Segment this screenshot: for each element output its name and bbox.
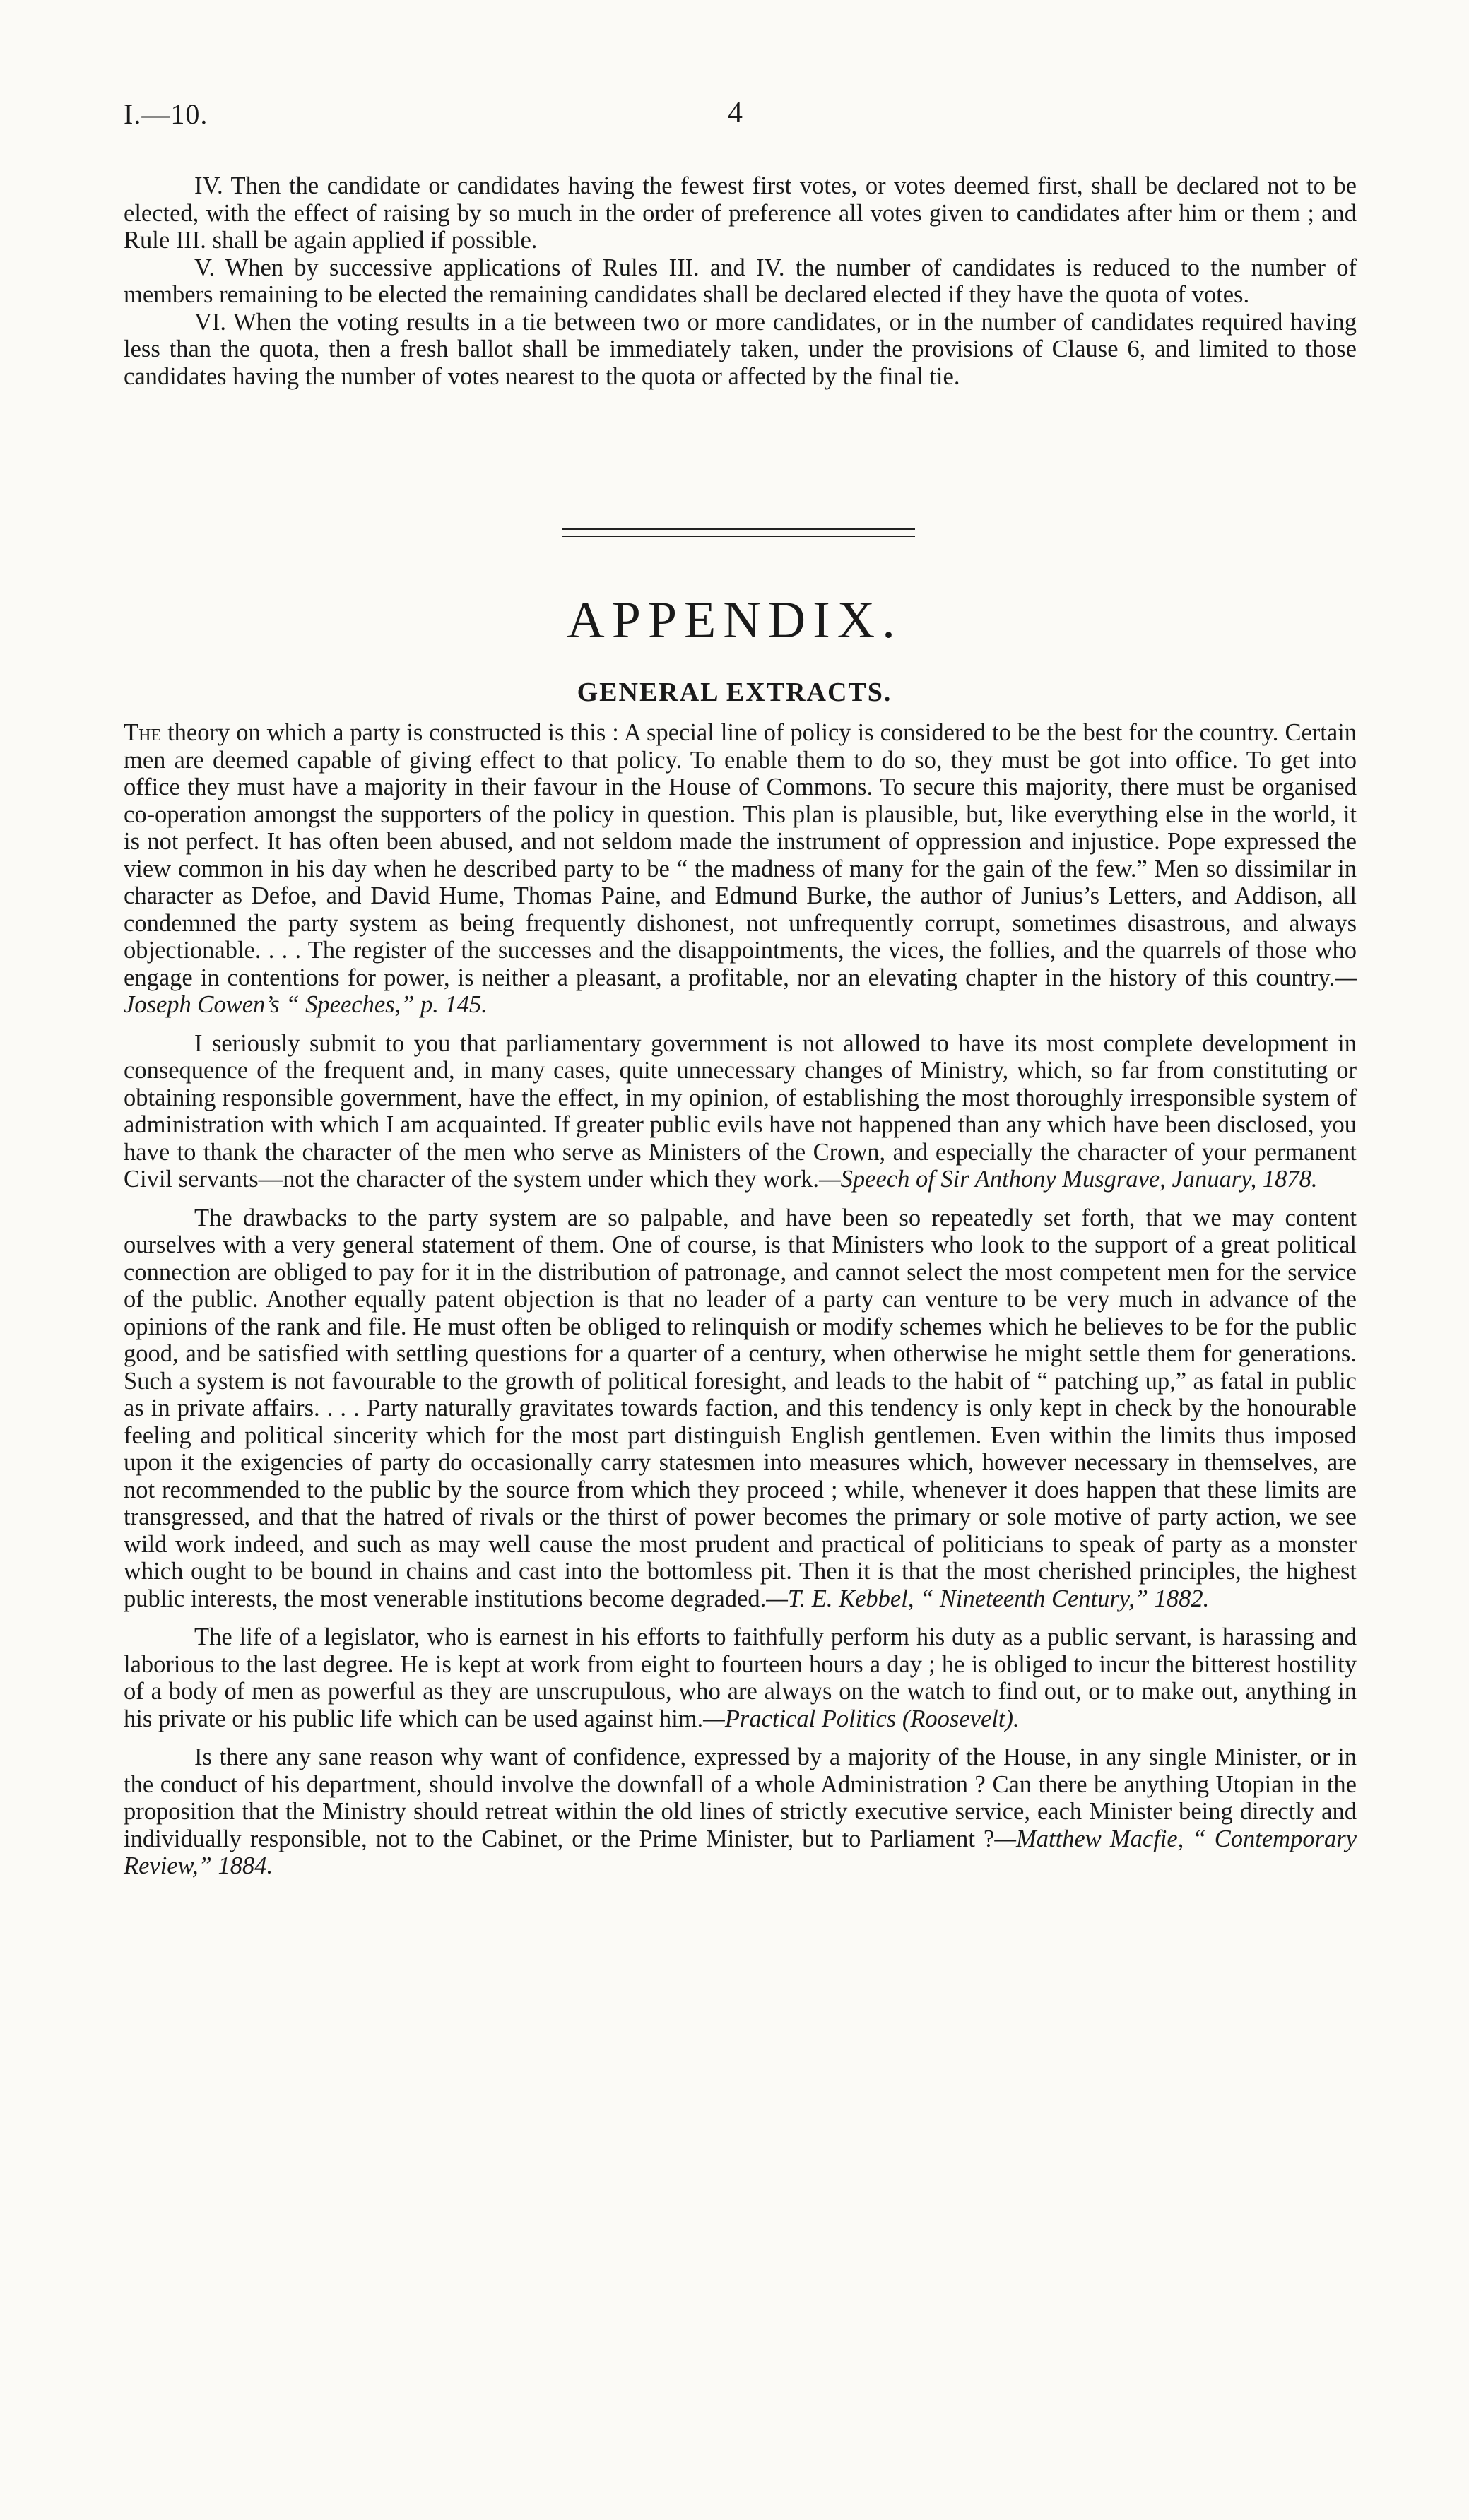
rule-iv: IV. Then the candidate or candidates having the fewest first votes, or votes deemed first, shall be declared not to be elected, with the effect of raising by so much in the order of preference all votes given to candidates after him or them ; and Rule III. shall be again applied if possible. — [124, 172, 1357, 254]
extract-text: theory on which a party is constructed is this : A special line of policy is considered to be the best for the country. Certain men are deemed capable of giving effect to that policy. To enable them to do so, they must be got into office. To get into office they must have a majority in their favour in the House of Commons. To secure this majority, there must be organised co-operation amongst the supporters of the policy in question. This plan is plausible, but, like everything else in the world, it is not perfect. It has often been abused, and not seldom made the instrument of oppression and injustice. Pope expressed the view common in his day when he described party to be “ the madness of many for the gain of the few.” Men so dissimilar in character as Defoe, and David Hume, Thomas Paine, and Edmund Burke, the author of Junius’s Letters, and Addison, all condemned the party system as being frequently dishonest, not unfrequently corrupt, sometimes disastrous, and always objectionable. . . . The register of the successes and the disappointments, the vices, the follies, and the quarrels of those who engage in contentions for power, is neither a pleasant, a profitable, nor an elevating chapter in the history of this country. — [124, 719, 1357, 991]
document-code: I.—10. — [124, 98, 208, 130]
extract-citation: —Matthew Macfie, “ Contemporary Review,” 1884. — [124, 1825, 1357, 1879]
extract-lead-word: The — [124, 719, 162, 746]
general-extracts-heading: GENERAL EXTRACTS. — [577, 678, 892, 707]
appendix-title: APPENDIX. — [567, 591, 902, 649]
extract-macfie — [124, 1744, 1357, 1880]
extract-musgrave — [124, 1030, 1357, 1193]
extract-text: I seriously submit to you that parliamentary government is not allowed to have its most complete development in consequence of the frequent and, in many cases, quite unnecessary changes of Ministry, which, so far from constituting or obtaining responsible government, have the effect, in my opinion, of establishing the most thoroughly irresponsible system of administration with which I am acquainted. If greater public evils have not happened than any which have been disclosed, you have to thank the character of the men who serve as Ministers of the Crown, and especially the character of your permanent Civil servants—not the character of the system under which they work. — [124, 1029, 1357, 1193]
page-number: 4 — [728, 97, 743, 129]
section-divider-bottom — [562, 536, 915, 537]
extract-citation: —Speech of Sir Anthony Musgrave, January, 1878. — [818, 1166, 1318, 1193]
extract-text: The drawbacks to the party system are so palpable, and have been so repeatedly set forth, that we may content ourselves with a very general statement of them. One of course, is that Ministers who look to the support of a great political connection are obliged to pay for it in the distribution of patronage, and cannot select the most competent men for the service of the public. Another equally patent objection is that no leader of a party can venture to be very much in advance of the opinions of the rank and file. He must often be obliged to relinquish or modify schemes which he believes to be for the public good, and be satisfied with settling questions for a quarter of a century, when otherwise he might settle them for generations. Such a system is not favourable to the growth of political foresight, and leads to the habit of “ patching up,” as fatal in public as in private affairs. . . . Party naturally gravitates towards faction, and this tendency is only kept in check by the honourable feeling and political sincerity which for the most part distinguish English gentlemen. Even within the limits thus imposed upon it the exigencies of party do occasionally carry statesmen into measures which, however necessary in themselves, are not recommended to the public by the source from which they proceed ; while, whenever it does happen that these limits are transgressed, and that the hatred of rivals or the thirst of power becomes the primary or sole motive of party action, we see wild work indeed, and such as may well cause the most prudent and practical of politicians to speak of party as a monster which ought to be bound in chains and cast into the bottomless pit. Then it is that the most cherished principles, the highest public interests, the most venerable institutions become degraded. — [124, 1204, 1357, 1612]
section-divider-top — [562, 528, 915, 530]
extracts-section — [124, 719, 1357, 1891]
rule-v: V. When by successive applications of Rules III. and IV. the number of candidates is reduced to the number of members remaining to be elected the remaining candidates shall be declared elected if they have the quota of votes. — [124, 254, 1357, 308]
extract-kebbel — [124, 1205, 1357, 1613]
extract-citation: —T. E. Kebbel, “ Nineteenth Century,” 1882. — [766, 1585, 1210, 1612]
extract-text: The life of a legislator, who is earnest in his efforts to faithfully perform his duty as a public servant, is harassing and laborious to the last degree. He is kept at work from eight to fourteen hours a day ; he is obliged to incur the bitterest hostility of a body of men as powerful as they are unscrupulous, who are always on the watch to find out, or to make out, anything in his private or his public life which can be used against him. — [124, 1623, 1357, 1732]
extract-cowen — [124, 719, 1357, 1019]
extract-citation: —Practical Politics (Roosevelt). — [703, 1705, 1020, 1732]
rules-section — [124, 172, 1357, 390]
extract-text: Is there any sane reason why want of confidence, expressed by a majority of the House, in any single Minister, or in the conduct of his department, should involve the downfall of a whole Administration ? Can there be anything Utopian in the proposition that the Ministry should retreat within the old lines of strictly executive service, each Minister being directly and individually responsible, not to the Cabinet, or the Prime Minister, but to Parliament ? — [124, 1744, 1357, 1852]
extract-roosevelt — [124, 1623, 1357, 1732]
rule-vi: VI. When the voting results in a tie between two or more candidates, or in the number of candidates required having less than the quota, then a fresh ballot shall be immediately taken, under the provisions of Clause 6, and limited to those candidates having the number of votes nearest to the quota or affected by the final tie. — [124, 308, 1357, 390]
extract-citation: —Joseph Cowen’s “ Speeches,” p. 145. — [124, 964, 1357, 1018]
